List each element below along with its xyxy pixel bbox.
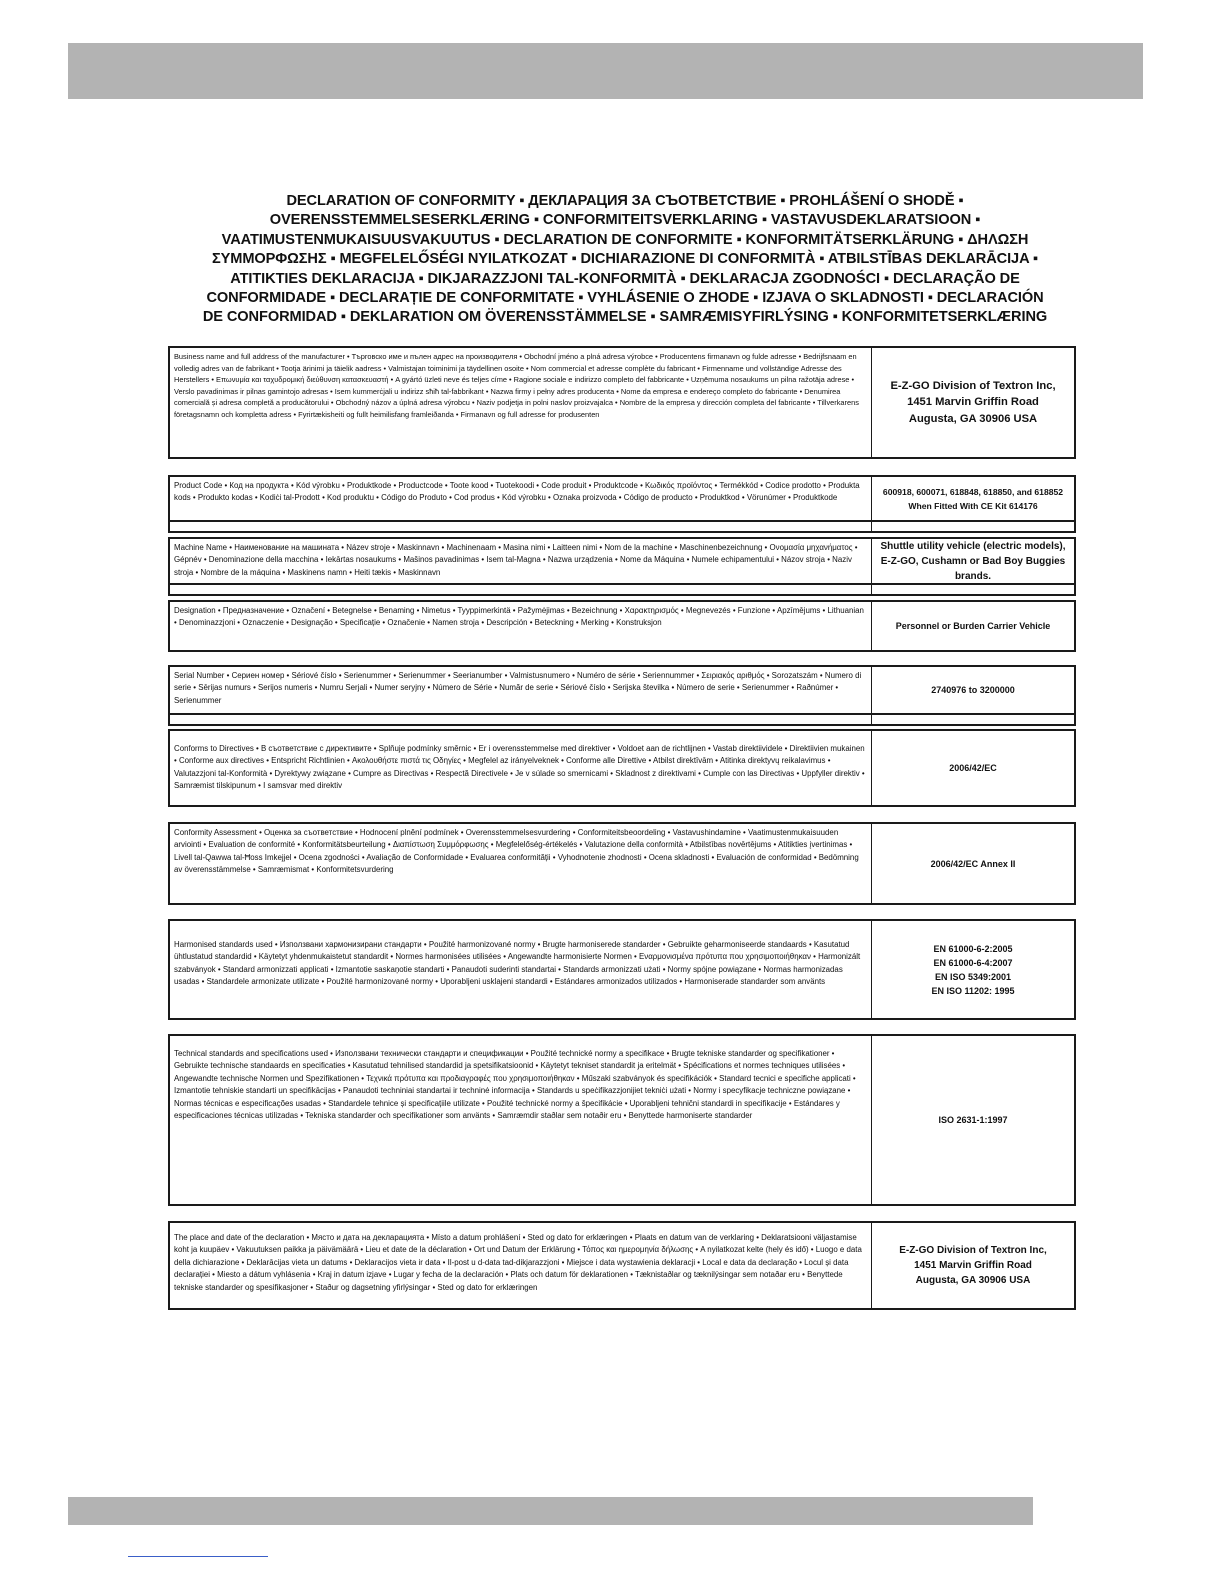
place-date-label: The place and date of the declaration • Място и дата на декларацията • Místo a datum prohlášení • Sted og dato for erklæringen • Plaats en datum van de verklaring • Deklaratsiooni väljastamise koht ja kuupäev • Vakuutuksen paikka ja päivämäärä • Lieu et date de la déclaration • Ort und Datum der Erklärung • Τόπος και ημερομηνία δήλωσης • A nyilatkozat kelte (hely és idő) • Luogo e data della dichiarazione • Deklarācijas vieta un datums • Deklaracijos vieta ir data • Il-post u d-data tad-dikjarazzjoni • Miejsce i data wystawienia deklaracji • Local e data da declaração • Locul și data declarației • Miesto a dátum vyhlásenia • Kraj in datum izjave • Lugar y fecha de la declaración • Plats och datum för deklarationen • Tæknistaðlar og tæknilýsingar sem notaðar eru • Benyttede tekniske standarder og spesifikasjoner • Staður og dagsetning yfirlýsingar • Sted og dato for erklæringen bbox=[170, 1223, 872, 1308]
title-line: OVERENSSTEMMELSESERKLÆRING ▪ CONFORMITEITSVERKLARING ▪ VASTAVUSDEKLARATSIOON ▪ bbox=[269, 212, 981, 229]
value-line: 1451 Marvin Griffin Road bbox=[914, 1260, 1032, 1271]
header-bar bbox=[68, 43, 1143, 99]
conformity-assessment-value bbox=[872, 824, 1074, 903]
value-line: Augusta, GA 30906 USA bbox=[908, 412, 1038, 425]
value-line: 600918, 600071, 618848, 618850, and 618852 bbox=[882, 486, 1064, 497]
directives-row bbox=[168, 729, 1076, 807]
conformity-assessment-row bbox=[168, 822, 1076, 905]
value-line: When Fitted With CE Kit 614176 bbox=[908, 500, 1038, 511]
conformity-assessment-label: Conformity Assessment • Оценка за съответствие • Hodnocení plnění podmínek • Overensstemmelsesvurdering • Conformiteitsbeoordeling • Vastavushindamine • Vaatimustenmukaisuuden arviointi • Evaluation de conformité • Konformitätsbeurteilung • Διαπίστωση Συμμόρφωσης • Megfelelőség-értékelés • Valutazione della conformità • Atbilstības novērtējums • Atitikties įvertinimas • Livell tal-Qawwa tal-Ħoss Imkejjel • Ocena zgodności • Avaliação de Conformidade • Evaluarea conformității • Vyhodnotenie zhodnosti • Ocena skladnosti • Evaluación de conformidad • Bedömning av överensstämmelse • Samræmismat • Konformitetsvurdering bbox=[170, 824, 872, 903]
value-line: ISO 2631-1:1997 bbox=[938, 1115, 1008, 1125]
technical-standards-value bbox=[872, 1036, 1074, 1204]
product-code-row bbox=[168, 475, 1076, 522]
value-line: Personnel or Burden Carrier Vehicle bbox=[895, 621, 1051, 631]
value-line: E-Z-GO Division of Textron Inc, bbox=[899, 1245, 1047, 1256]
value-line: Shuttle utility vehicle (electric models), bbox=[880, 540, 1066, 552]
serial-number-row bbox=[168, 665, 1076, 715]
declaration-title bbox=[170, 192, 1080, 328]
manufacturer-label: Business name and full address of the manufacturer • Търговско име и пълен адрес на производителя • Obchodní jméno a plná adresa výrobce • Producentens firmanavn og fulde adresse • Bedrijfsnaam en volledig adres van de fabrikant • Tootja ärinimi ja täielik aadress • Valmistajan toiminimi ja täydellinen osoite • Nom commercial et adresse complète du fabricant • Firmenname und vollständige Adresse des Herstellers • Επωνυμία και ταχυδρομική διεύθυνση κατασκευαστή • A gyártó üzleti neve és teljes címe • Ragione sociale e indirizzo completo del fabbricante • Uzņēmuma nosaukums un pilna ražotāja adrese • Verslo pavadinimas ir pilnas gamintojo adresas • Isem kummerċjali u indirizz sħiħ tal-fabbrikant • Nazwa firmy i pełny adres producenta • Nome da empresa e endereço completo do fabricante • Denumirea comercială și adresa completă a producătorului • Obchodný názov a úplná adresa výrobcu • Naziv podjetja in polni naslov proizvajalca • Nombre de la empresa y dirección completa del fabricante • Tillverkarens företagsnamn och kompletta adress • Fyrirtækisheiti og fullt heimilisfang framleiðanda • Firmanavn og full adresse for produsenten bbox=[170, 348, 872, 457]
title-line: DECLARATION OF CONFORMITY ▪ ДЕКЛАРАЦИЯ ЗА СЪОТВЕТСТВИЕ ▪ PROHLÁŠENÍ O SHODĚ ▪ bbox=[286, 193, 964, 209]
place-date-row bbox=[168, 1221, 1076, 1310]
title-line: DE CONFORMIDAD ▪ DEKLARATION OM ÖVERENSSTÄMMELSE ▪ SAMRÆMISYFIRLÝSING ▪ KONFORMITETSERKLÆRING bbox=[202, 309, 1048, 326]
designation-value bbox=[872, 602, 1074, 650]
technical-standards-row bbox=[168, 1034, 1076, 1206]
harmonised-standards-value bbox=[872, 921, 1074, 1018]
harmonised-standards-row bbox=[168, 919, 1076, 1020]
title-line: CONFORMIDADE ▪ DECLARAȚIE DE CONFORMITATE ▪ VYHLÁSENIE O ZHODE ▪ IZJAVA O SKLADNOSTI ▪ DECLARACIÓN bbox=[206, 290, 1044, 307]
value-line: E-Z-GO Division of Textron Inc, bbox=[890, 379, 1056, 392]
harmonised-standards-label: Harmonised standards used • Използвани хармонизирани стандарти • Použité harmonizované normy • Brugte harmoniserede standarder • Gebruikte geharmoniseerde standaards • Kasutatud ühtlustatud standardid • Käytetyt yhdenmukaistetut standardit • Normes harmonisées utilisées • Angewandte harmonisierte Normen • Εναρμονισμένα πρότυπα που χρησιμοποιήθηκαν • Harmonizált szabványok • Standard armonizzati applicati • Izmantotie saskaņotie standarti • Panaudoti suderinti standartai • Standards armonizzati użati • Normy spójne powiązane • Normas harmonizadas usadas • Standardele armonizate utilizate • Použité harmonizované normy • Uporabljeni usklajeni standardi • Estándares armonizados utilizados • Harmoniserade standarder som använts bbox=[170, 921, 872, 1018]
directives-label: Conforms to Directives • В съответствие с директивите • Splňuje podmínky směrnic • Er i overensstemmelse med direktiver • Voldoet aan de richtlijnen • Vastab direktiividele • Direktiivien mukainen • Conforme aux directives • Entspricht Richtlinien • Ακολουθήστε πιστά τις Οδηγίες • Megfelel az irányelveknek • Conforme alle Direttive • Atbilst direktīvām • Atitinka direktyvų reikalavimus • Valutazzjoni tal-Konformità • Dyrektywy związane • Cumpre as Directivas • Respectă Directivele • Je v súlade so smernicami • Skladnost z direktivami • Cumple con las Directivas • Uppfyller direktiv • Samræmist tilskipunum • I samsvar med direktiv bbox=[170, 731, 872, 805]
technical-standards-label: Technical standards and specifications used • Използвани технически стандарти и спецификации • Použité technické normy a specifikace • Brugte tekniske standarder og specifikationer • Gebruikte technische standaards en specificaties • Kasutatud tehnilised standardid ja spetsifikatsioonid • Käytetyt tekniset standardit ja eritelmät • Spécifications et normes techniques utilisées • Angewandte technische Normen und Spezifikationen • Τεχνικά πρότυπα και προδιαγραφές που χρησιμοποιήθηκαν • Műszaki szabványok és specifikációk • Standard tecnici e specifiche applicati • Izmantotie tehniskie standarti un specifikācijas • Panaudoti techniniai standartai ir techninė informacija • Standards u speċifikazzjonijiet tekniċi użati • Normy i specyfikacje techniczne powiązane • Normas técnicas e especificações usadas • Standardele tehnice și specificațiile utilizate • Použité technické normy a špecifikácie • Uporabljeni tehnični standardi in specifikacije • Estándares y especificaciones técnicas utilizadas • Tekniska standarder och specifikationer som använts • Samræmdir staðlar sem notaðir eru • Benyttede harmoniserte standarder bbox=[170, 1036, 872, 1204]
footer-bar bbox=[68, 1497, 1033, 1525]
title-line: VAATIMUSTENMUKAISUUSVAKUUTUS ▪ DECLARATION DE CONFORMITE ▪ KONFORMITÄTSERKLÄRUNG ▪ ΔΗΛΩΣΗ bbox=[221, 231, 1029, 248]
manufacturer-row bbox=[168, 346, 1076, 459]
title-line: ATITIKTIES DEKLARACIJA ▪ DIKJARAZZJONI TAL-KONFORMITÀ ▪ DEKLARACJA ZGODNOŚCI ▪ DECLARAÇÃO DE bbox=[230, 270, 1020, 287]
value-line: 1451 Marvin Griffin Road bbox=[907, 396, 1039, 409]
machine-name-label: Machine Name • Наименование на машината • Název stroje • Maskinnavn • Machinenaam • Masina nimi • Laitteen nimi • Nom de la machine • Maschinenbezeichnung • Ονομασία μηχανήματος • Gépnév • Denominazione della macchina • Iekārtas nosaukums • Mašinos pavadinimas • Isem tal-Magna • Nazwa urządzenia • Nome da Máquina • Numele echipamentului • Názov stroja • Naziv stroja • Nombre de la máquina • Maskinens namn • Heiti tækis • Maskinnavn bbox=[170, 539, 872, 583]
value-line: EN 61000-6-4:2007 bbox=[933, 957, 1013, 968]
value-line: Augusta, GA 30906 USA bbox=[915, 1275, 1031, 1286]
value-line: EN ISO 11202: 1995 bbox=[931, 985, 1015, 996]
machine-name-row bbox=[168, 537, 1076, 585]
product-code-label: Product Code • Код на продукта • Kód výrobku • Produktkode • Productcode • Toote kood • Tuotekoodi • Code produit • Produktcode • Κωδικός προϊόντος • Termékkód • Codice prodotto • Produkta kods • Produkto kodas • Kodiċi tal-Prodott • Kod produktu • Código do Produto • Cod produs • Kód výrobku • Oznaka proizvoda • Código de producto • Produktkod • Vörunúmer • Produktkode bbox=[170, 477, 872, 520]
value-line: 2006/42/EC bbox=[949, 763, 997, 773]
footer-link-underline bbox=[128, 1556, 268, 1557]
machine-name-value bbox=[872, 539, 1074, 583]
directives-value bbox=[872, 731, 1074, 805]
title-line: ΣΥΜΜΟΡΦΩΣΗΣ ▪ MEGFELELŐSÉGI NYILATKOZAT ▪ DICHIARAZIONE DI CONFORMITÀ ▪ ATBILSTĪBAS DEKLARĀCIJA ▪ bbox=[211, 251, 1039, 268]
value-line: 2740976 to 3200000 bbox=[931, 685, 1015, 695]
spacer-row bbox=[168, 585, 1076, 596]
manufacturer-value bbox=[872, 348, 1074, 457]
spacer-row bbox=[168, 522, 1076, 533]
value-line: brands. bbox=[954, 570, 992, 582]
value-line: E-Z-GO, Cushamn or Bad Boy Buggies bbox=[880, 555, 1066, 567]
serial-number-value bbox=[872, 667, 1074, 713]
spacer-row bbox=[168, 715, 1076, 726]
place-date-value bbox=[872, 1223, 1074, 1308]
value-line: EN 61000-6-2:2005 bbox=[933, 943, 1013, 954]
product-code-value bbox=[872, 477, 1074, 520]
value-line: 2006/42/EC Annex II bbox=[930, 858, 1016, 869]
serial-number-label: Serial Number • Сериен номер • Sériové číslo • Serienummer • Serienummer • Seerianumber • Valmistusnumero • Numéro de série • Seriennummer • Σειριακός αριθμός • Sorozatszám • Numero di serie • Sērijas numurs • Serijos numeris • Numru Serjali • Numer seryjny • Número de Série • Număr de serie • Sériové číslo • Serijska številka • Número de serie • Serienummer • Raðnúmer • Serienummer bbox=[170, 667, 872, 713]
designation-row bbox=[168, 600, 1076, 652]
designation-label: Designation • Предназначение • Označení • Betegnelse • Benaming • Nimetus • Tyyppimerkintä • Pažymėjimas • Bezeichnung • Χαρακτηρισμός • Megnevezés • Funzione • Apzīmējums • Lithuanian • Denominazzjoni • Oznaczenie • Designação • Specificație • Označenie • Namen stroja • Descripción • Beteckning • Merking • Konstruksjon bbox=[170, 602, 872, 650]
value-line: EN ISO 5349:2001 bbox=[934, 971, 1012, 982]
